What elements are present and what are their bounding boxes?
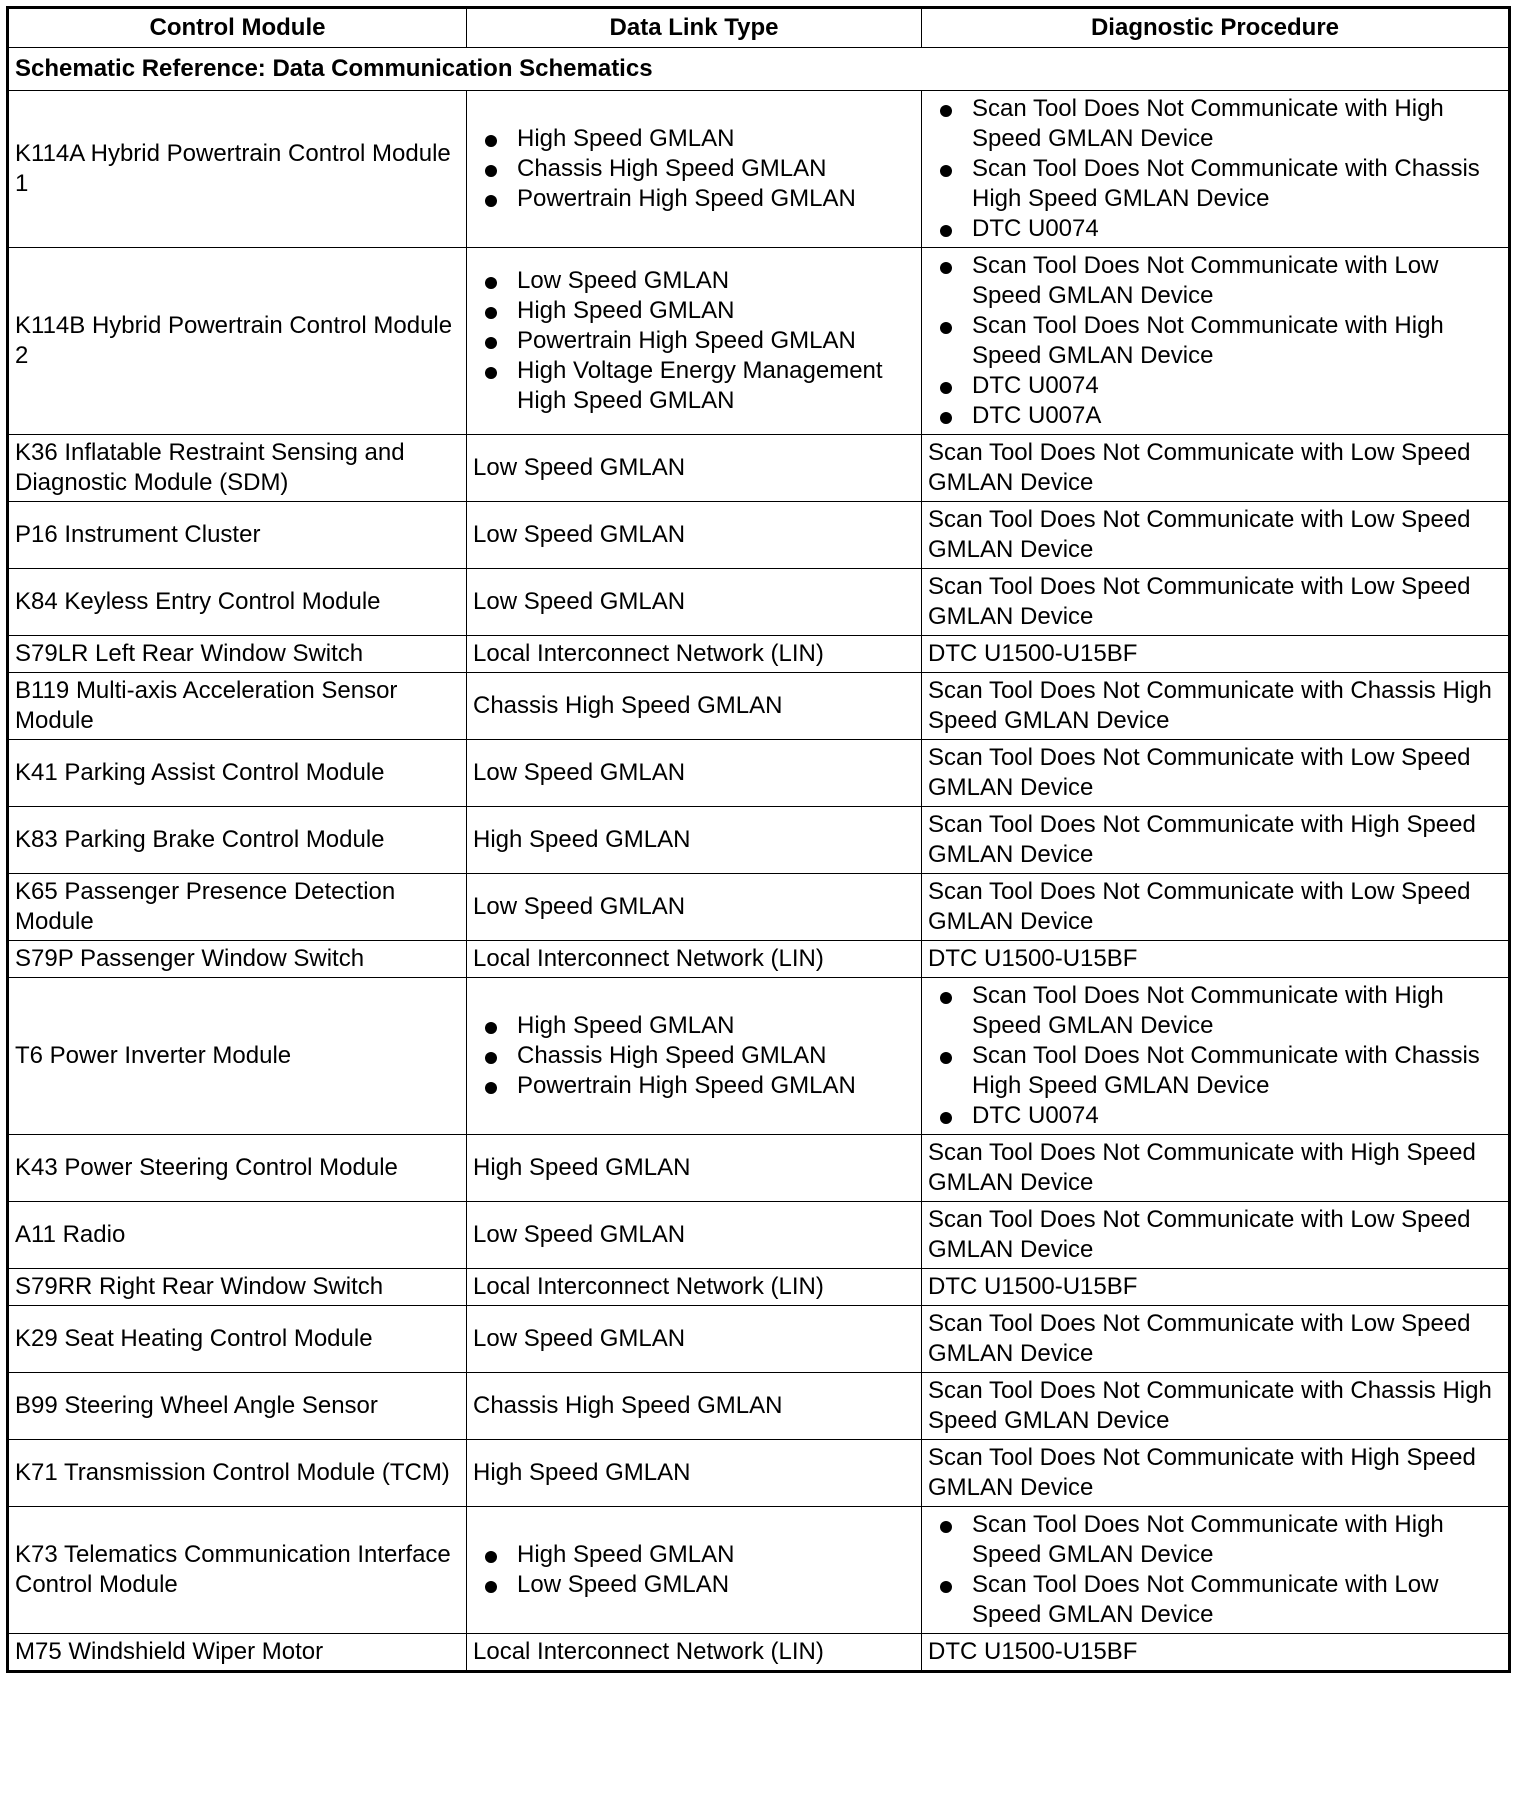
data-link-type-cell: Low Speed GMLAN: [467, 569, 922, 636]
control-module-cell: K36 Inflatable Restraint Sensing and Diagnostic Module (SDM): [8, 435, 467, 502]
data-link-type-cell: Low Speed GMLAN: [467, 740, 922, 807]
link-bullet-item: Chassis High Speed GMLAN: [517, 1041, 915, 1071]
table-row: [8, 1507, 1510, 1634]
procedure-bullet-item: Scan Tool Does Not Communicate with Low Speed GMLAN Device: [972, 251, 1502, 311]
link-bullet-list: [473, 124, 915, 214]
data-link-table: [6, 6, 1511, 1673]
procedure-bullet-list: [928, 1510, 1502, 1630]
table-row: [8, 1269, 1510, 1306]
header-data-link-type: Data Link Type: [467, 8, 922, 48]
control-module-cell: S79P Passenger Window Switch: [8, 941, 467, 978]
table-row: [8, 91, 1510, 248]
control-module-cell: M75 Windshield Wiper Motor: [8, 1634, 467, 1672]
link-bullet-list: [473, 266, 915, 416]
table-row: [8, 673, 1510, 740]
data-link-type-cell: Local Interconnect Network (LIN): [467, 941, 922, 978]
control-module-cell: K84 Keyless Entry Control Module: [8, 569, 467, 636]
data-link-type-cell: Low Speed GMLAN: [467, 435, 922, 502]
data-link-type-cell: [467, 1507, 922, 1634]
procedure-bullet-item: DTC U007A: [972, 401, 1502, 431]
diagnostic-procedure-cell: Scan Tool Does Not Communicate with Low Speed GMLAN Device: [922, 502, 1510, 569]
control-module-cell: K29 Seat Heating Control Module: [8, 1306, 467, 1373]
control-module-cell: K114B Hybrid Powertrain Control Module 2: [8, 248, 467, 435]
procedure-bullet-list: [928, 981, 1502, 1131]
link-bullet-item: Chassis High Speed GMLAN: [517, 154, 915, 184]
diagnostic-procedure-cell: Scan Tool Does Not Communicate with Low Speed GMLAN Device: [922, 740, 1510, 807]
diagnostic-procedure-cell: DTC U1500-U15BF: [922, 1634, 1510, 1672]
diagnostic-procedure-cell: DTC U1500-U15BF: [922, 636, 1510, 673]
control-module-cell: K71 Transmission Control Module (TCM): [8, 1440, 467, 1507]
procedure-bullet-item: Scan Tool Does Not Communicate with Low Speed GMLAN Device: [972, 1570, 1502, 1630]
table-row: [8, 435, 1510, 502]
control-module-cell: K73 Telematics Communication Interface Control Module: [8, 1507, 467, 1634]
data-link-type-cell: Low Speed GMLAN: [467, 1202, 922, 1269]
link-bullet-item: High Voltage Energy Management High Speed GMLAN: [517, 356, 915, 416]
control-module-cell: B99 Steering Wheel Angle Sensor: [8, 1373, 467, 1440]
diagnostic-procedure-cell: Scan Tool Does Not Communicate with Chassis High Speed GMLAN Device: [922, 673, 1510, 740]
table-row: [8, 1634, 1510, 1672]
header-diagnostic-procedure: Diagnostic Procedure: [922, 8, 1510, 48]
link-bullet-item: High Speed GMLAN: [517, 1011, 915, 1041]
table-row: [8, 941, 1510, 978]
table-row: [8, 248, 1510, 435]
link-bullet-item: Powertrain High Speed GMLAN: [517, 1071, 915, 1101]
procedure-bullet-list: [928, 251, 1502, 431]
diagnostic-procedure-cell: [922, 978, 1510, 1135]
data-link-type-cell: Low Speed GMLAN: [467, 1306, 922, 1373]
data-link-type-cell: High Speed GMLAN: [467, 1135, 922, 1202]
link-bullet-item: Low Speed GMLAN: [517, 1570, 915, 1600]
data-link-type-cell: Local Interconnect Network (LIN): [467, 636, 922, 673]
control-module-cell: S79RR Right Rear Window Switch: [8, 1269, 467, 1306]
procedure-bullet-item: Scan Tool Does Not Communicate with Chassis High Speed GMLAN Device: [972, 154, 1502, 214]
link-bullet-item: High Speed GMLAN: [517, 1540, 915, 1570]
diagnostic-procedure-cell: [922, 248, 1510, 435]
procedure-bullet-item: Scan Tool Does Not Communicate with Chassis High Speed GMLAN Device: [972, 1041, 1502, 1101]
control-module-cell: P16 Instrument Cluster: [8, 502, 467, 569]
header-row: [8, 8, 1510, 48]
diagnostic-procedure-cell: [922, 1507, 1510, 1634]
diagnostic-procedure-cell: Scan Tool Does Not Communicate with Low Speed GMLAN Device: [922, 435, 1510, 502]
control-module-cell: K41 Parking Assist Control Module: [8, 740, 467, 807]
table-row: [8, 874, 1510, 941]
diagnostic-procedure-cell: Scan Tool Does Not Communicate with Low Speed GMLAN Device: [922, 874, 1510, 941]
procedure-bullet-item: Scan Tool Does Not Communicate with High Speed GMLAN Device: [972, 981, 1502, 1041]
data-link-type-cell: [467, 248, 922, 435]
data-link-type-cell: Local Interconnect Network (LIN): [467, 1269, 922, 1306]
procedure-bullet-list: [928, 94, 1502, 244]
table-row: [8, 1373, 1510, 1440]
diagnostic-procedure-cell: Scan Tool Does Not Communicate with Low Speed GMLAN Device: [922, 1306, 1510, 1373]
procedure-bullet-item: Scan Tool Does Not Communicate with High Speed GMLAN Device: [972, 1510, 1502, 1570]
control-module-cell: K43 Power Steering Control Module: [8, 1135, 467, 1202]
diagnostic-procedure-cell: Scan Tool Does Not Communicate with High Speed GMLAN Device: [922, 1135, 1510, 1202]
data-link-type-cell: [467, 91, 922, 248]
table-row: [8, 1135, 1510, 1202]
table-row: [8, 636, 1510, 673]
data-link-type-cell: High Speed GMLAN: [467, 807, 922, 874]
section-row: [8, 48, 1510, 91]
data-link-type-cell: Local Interconnect Network (LIN): [467, 1634, 922, 1672]
diagnostic-procedure-cell: Scan Tool Does Not Communicate with Low Speed GMLAN Device: [922, 1202, 1510, 1269]
control-module-cell: K83 Parking Brake Control Module: [8, 807, 467, 874]
diagnostic-procedure-cell: DTC U1500-U15BF: [922, 941, 1510, 978]
data-link-type-cell: Chassis High Speed GMLAN: [467, 1373, 922, 1440]
link-bullet-list: [473, 1011, 915, 1101]
procedure-bullet-item: Scan Tool Does Not Communicate with High Speed GMLAN Device: [972, 311, 1502, 371]
link-bullet-list: [473, 1540, 915, 1600]
table-row: [8, 1202, 1510, 1269]
control-module-cell: K65 Passenger Presence Detection Module: [8, 874, 467, 941]
link-bullet-item: High Speed GMLAN: [517, 296, 915, 326]
diagnostic-procedure-cell: DTC U1500-U15BF: [922, 1269, 1510, 1306]
data-link-type-cell: Low Speed GMLAN: [467, 874, 922, 941]
table-row: [8, 569, 1510, 636]
table-row: [8, 807, 1510, 874]
table-row: [8, 1440, 1510, 1507]
procedure-bullet-item: DTC U0074: [972, 1101, 1502, 1131]
control-module-cell: T6 Power Inverter Module: [8, 978, 467, 1135]
table-row: [8, 1306, 1510, 1373]
link-bullet-item: Low Speed GMLAN: [517, 266, 915, 296]
diagnostic-procedure-cell: Scan Tool Does Not Communicate with High Speed GMLAN Device: [922, 1440, 1510, 1507]
data-link-type-cell: Low Speed GMLAN: [467, 502, 922, 569]
control-module-cell: B119 Multi-axis Acceleration Sensor Module: [8, 673, 467, 740]
header-control-module: Control Module: [8, 8, 467, 48]
procedure-bullet-item: Scan Tool Does Not Communicate with High Speed GMLAN Device: [972, 94, 1502, 154]
control-module-cell: K114A Hybrid Powertrain Control Module 1: [8, 91, 467, 248]
diagnostic-procedure-cell: Scan Tool Does Not Communicate with High Speed GMLAN Device: [922, 807, 1510, 874]
data-link-type-cell: Chassis High Speed GMLAN: [467, 673, 922, 740]
link-bullet-item: Powertrain High Speed GMLAN: [517, 184, 915, 214]
diagnostic-procedure-cell: Scan Tool Does Not Communicate with Low Speed GMLAN Device: [922, 569, 1510, 636]
table-row: [8, 978, 1510, 1135]
control-module-cell: A11 Radio: [8, 1202, 467, 1269]
schematic-reference: Schematic Reference: Data Communication Schematics: [8, 48, 1510, 91]
procedure-bullet-item: DTC U0074: [972, 371, 1502, 401]
link-bullet-item: Powertrain High Speed GMLAN: [517, 326, 915, 356]
diagnostic-procedure-cell: Scan Tool Does Not Communicate with Chassis High Speed GMLAN Device: [922, 1373, 1510, 1440]
control-module-cell: S79LR Left Rear Window Switch: [8, 636, 467, 673]
diagnostic-procedure-cell: [922, 91, 1510, 248]
procedure-bullet-item: DTC U0074: [972, 214, 1502, 244]
link-bullet-item: High Speed GMLAN: [517, 124, 915, 154]
table-row: [8, 502, 1510, 569]
table-row: [8, 740, 1510, 807]
data-link-type-cell: [467, 978, 922, 1135]
data-link-type-cell: High Speed GMLAN: [467, 1440, 922, 1507]
